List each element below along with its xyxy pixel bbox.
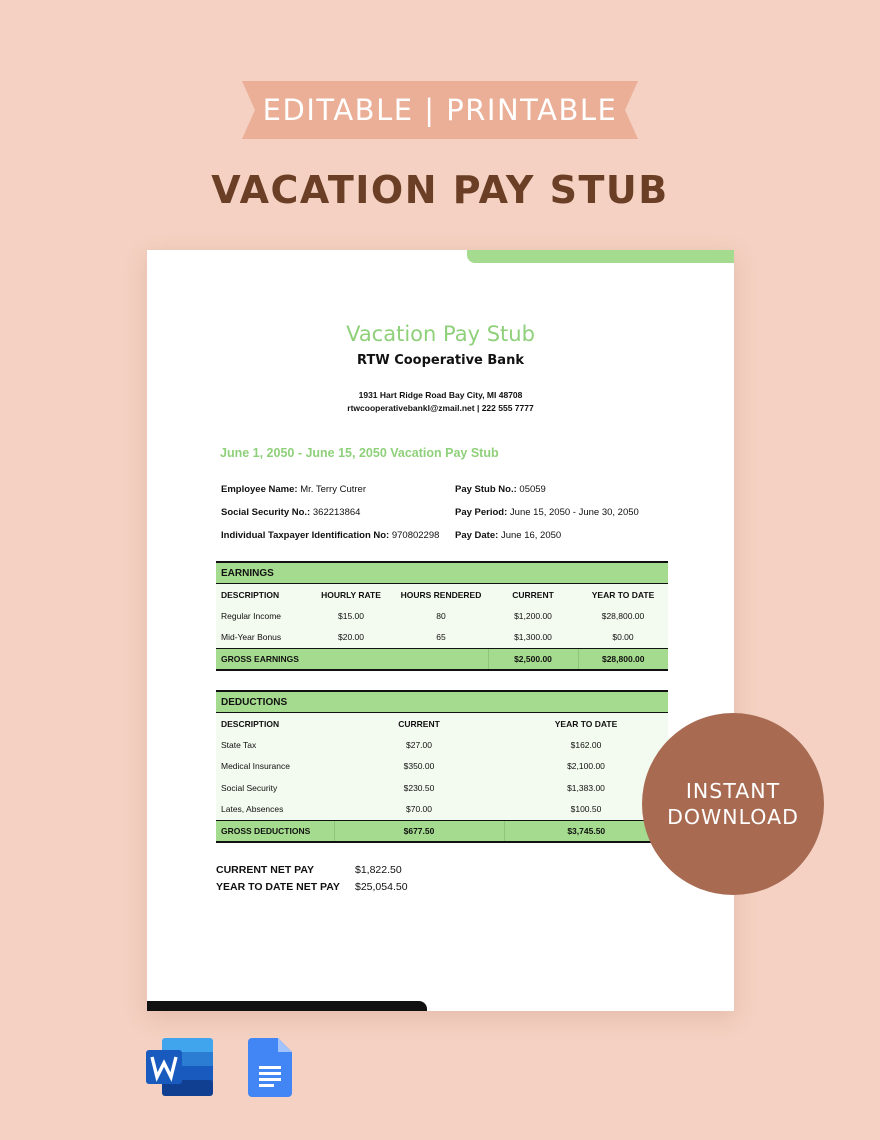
itin-label: Individual Taxpayer Identification No: <box>221 530 390 541</box>
pay-date-line <box>455 530 561 541</box>
table-cell: $28,800.00 <box>578 605 668 627</box>
employee-name-line <box>221 484 366 495</box>
table-cell: 80 <box>394 605 488 627</box>
table-cell: $100.50 <box>504 799 668 821</box>
pay-date-value: June 16, 2050 <box>500 530 562 541</box>
instant-download-badge[interactable] <box>642 713 824 895</box>
table-cell: Lates, Absences <box>216 799 334 821</box>
table-row <box>216 627 668 649</box>
column-header: CURRENT <box>488 584 578 606</box>
table-cell: $0.00 <box>578 627 668 649</box>
gross-deductions-current: $677.50 <box>334 820 504 842</box>
microsoft-word-icon[interactable] <box>146 1038 213 1096</box>
table-row <box>216 734 668 756</box>
earnings-header-row <box>216 562 668 584</box>
deductions-header: DEDUCTIONS <box>216 691 668 713</box>
gross-earnings-current: $2,500.00 <box>488 648 578 670</box>
deductions-header-row <box>216 691 668 713</box>
table-cell: $230.50 <box>334 777 504 799</box>
gross-deductions-row <box>216 820 668 842</box>
table-cell: $162.00 <box>504 734 668 756</box>
table-cell: Social Security <box>216 777 334 799</box>
column-header: DESCRIPTION <box>216 584 308 606</box>
current-net-pay-label: CURRENT NET PAY <box>216 864 315 876</box>
column-header: HOURLY RATE <box>308 584 394 606</box>
table-cell: $2,100.00 <box>504 756 668 778</box>
table-cell: Mid-Year Bonus <box>216 627 308 649</box>
column-header: YEAR TO DATE <box>578 584 668 606</box>
table-cell: $15.00 <box>308 605 394 627</box>
itin-line <box>221 530 439 541</box>
deductions-column-headers <box>216 713 668 735</box>
table-row <box>216 605 668 627</box>
ssn-line <box>221 507 360 518</box>
earnings-header: EARNINGS <box>216 562 668 584</box>
gross-earnings-row <box>216 648 668 670</box>
deductions-table <box>216 690 668 843</box>
bottom-accent-bar <box>147 1001 427 1011</box>
table-cell: $1,383.00 <box>504 777 668 799</box>
ssn-label: Social Security No.: <box>221 507 311 518</box>
employee-name-label: Employee Name: <box>221 484 298 495</box>
employee-name-value: Mr. Terry Cutrer <box>300 484 367 495</box>
column-header: DESCRIPTION <box>216 713 334 735</box>
table-row <box>216 756 668 778</box>
table-cell: $1,200.00 <box>488 605 578 627</box>
table-cell: $1,300.00 <box>488 627 578 649</box>
column-header: YEAR TO DATE <box>504 713 668 735</box>
badge-line-1: INSTANT <box>685 779 781 803</box>
table-row <box>216 799 668 821</box>
table-cell: State Tax <box>216 734 334 756</box>
document-title: Vacation Pay Stub <box>346 322 535 346</box>
company-address: 1931 Hart Ridge Road Bay City, MI 48708 <box>358 390 523 400</box>
badge-line-2: DOWNLOAD <box>667 805 799 829</box>
stub-no-label: Pay Stub No.: <box>455 484 517 495</box>
gross-deductions-label: GROSS DEDUCTIONS <box>216 820 334 842</box>
pay-period-label: Pay Period: <box>455 507 508 518</box>
pay-date-label: Pay Date: <box>455 530 499 541</box>
google-docs-icon[interactable] <box>248 1038 292 1097</box>
stub-no-line <box>455 484 546 495</box>
earnings-column-headers <box>216 584 668 606</box>
document-preview <box>147 250 734 1011</box>
pay-period-line <box>455 507 639 518</box>
ytd-net-pay-value: $25,054.50 <box>355 881 408 893</box>
table-row <box>216 777 668 799</box>
company-name: RTW Cooperative Bank <box>357 353 524 368</box>
ssn-value: 362213864 <box>312 507 361 518</box>
gross-earnings-label: GROSS EARNINGS <box>216 648 488 670</box>
column-header: CURRENT <box>334 713 504 735</box>
table-cell: $350.00 <box>334 756 504 778</box>
itin-value: 970802298 <box>391 530 440 541</box>
column-header: HOURS RENDERED <box>394 584 488 606</box>
earnings-table <box>216 561 668 671</box>
table-cell: $70.00 <box>334 799 504 821</box>
top-accent-bar <box>467 250 734 263</box>
hero-title: VACATION PAY STUB <box>211 168 669 212</box>
table-cell: $27.00 <box>334 734 504 756</box>
ribbon-banner <box>242 81 638 139</box>
table-cell: Regular Income <box>216 605 308 627</box>
company-contact: rtwcooperativebankl@zmail.net | 222 555 7777 <box>347 403 534 413</box>
gross-deductions-ytd: $3,745.50 <box>504 820 668 842</box>
gross-earnings-ytd: $28,800.00 <box>578 648 668 670</box>
current-net-pay-value: $1,822.50 <box>355 864 402 876</box>
table-cell: Medical Insurance <box>216 756 334 778</box>
pay-period-title: June 1, 2050 - June 15, 2050 Vacation Pay Stub <box>220 446 499 460</box>
ytd-net-pay-label: YEAR TO DATE NET PAY <box>216 881 340 893</box>
stub-no-value: 05059 <box>519 484 546 495</box>
table-cell: 65 <box>394 627 488 649</box>
table-cell: $20.00 <box>308 627 394 649</box>
pay-period-value: June 15, 2050 - June 30, 2050 <box>509 507 639 518</box>
ribbon-text: EDITABLE | PRINTABLE <box>262 93 618 127</box>
